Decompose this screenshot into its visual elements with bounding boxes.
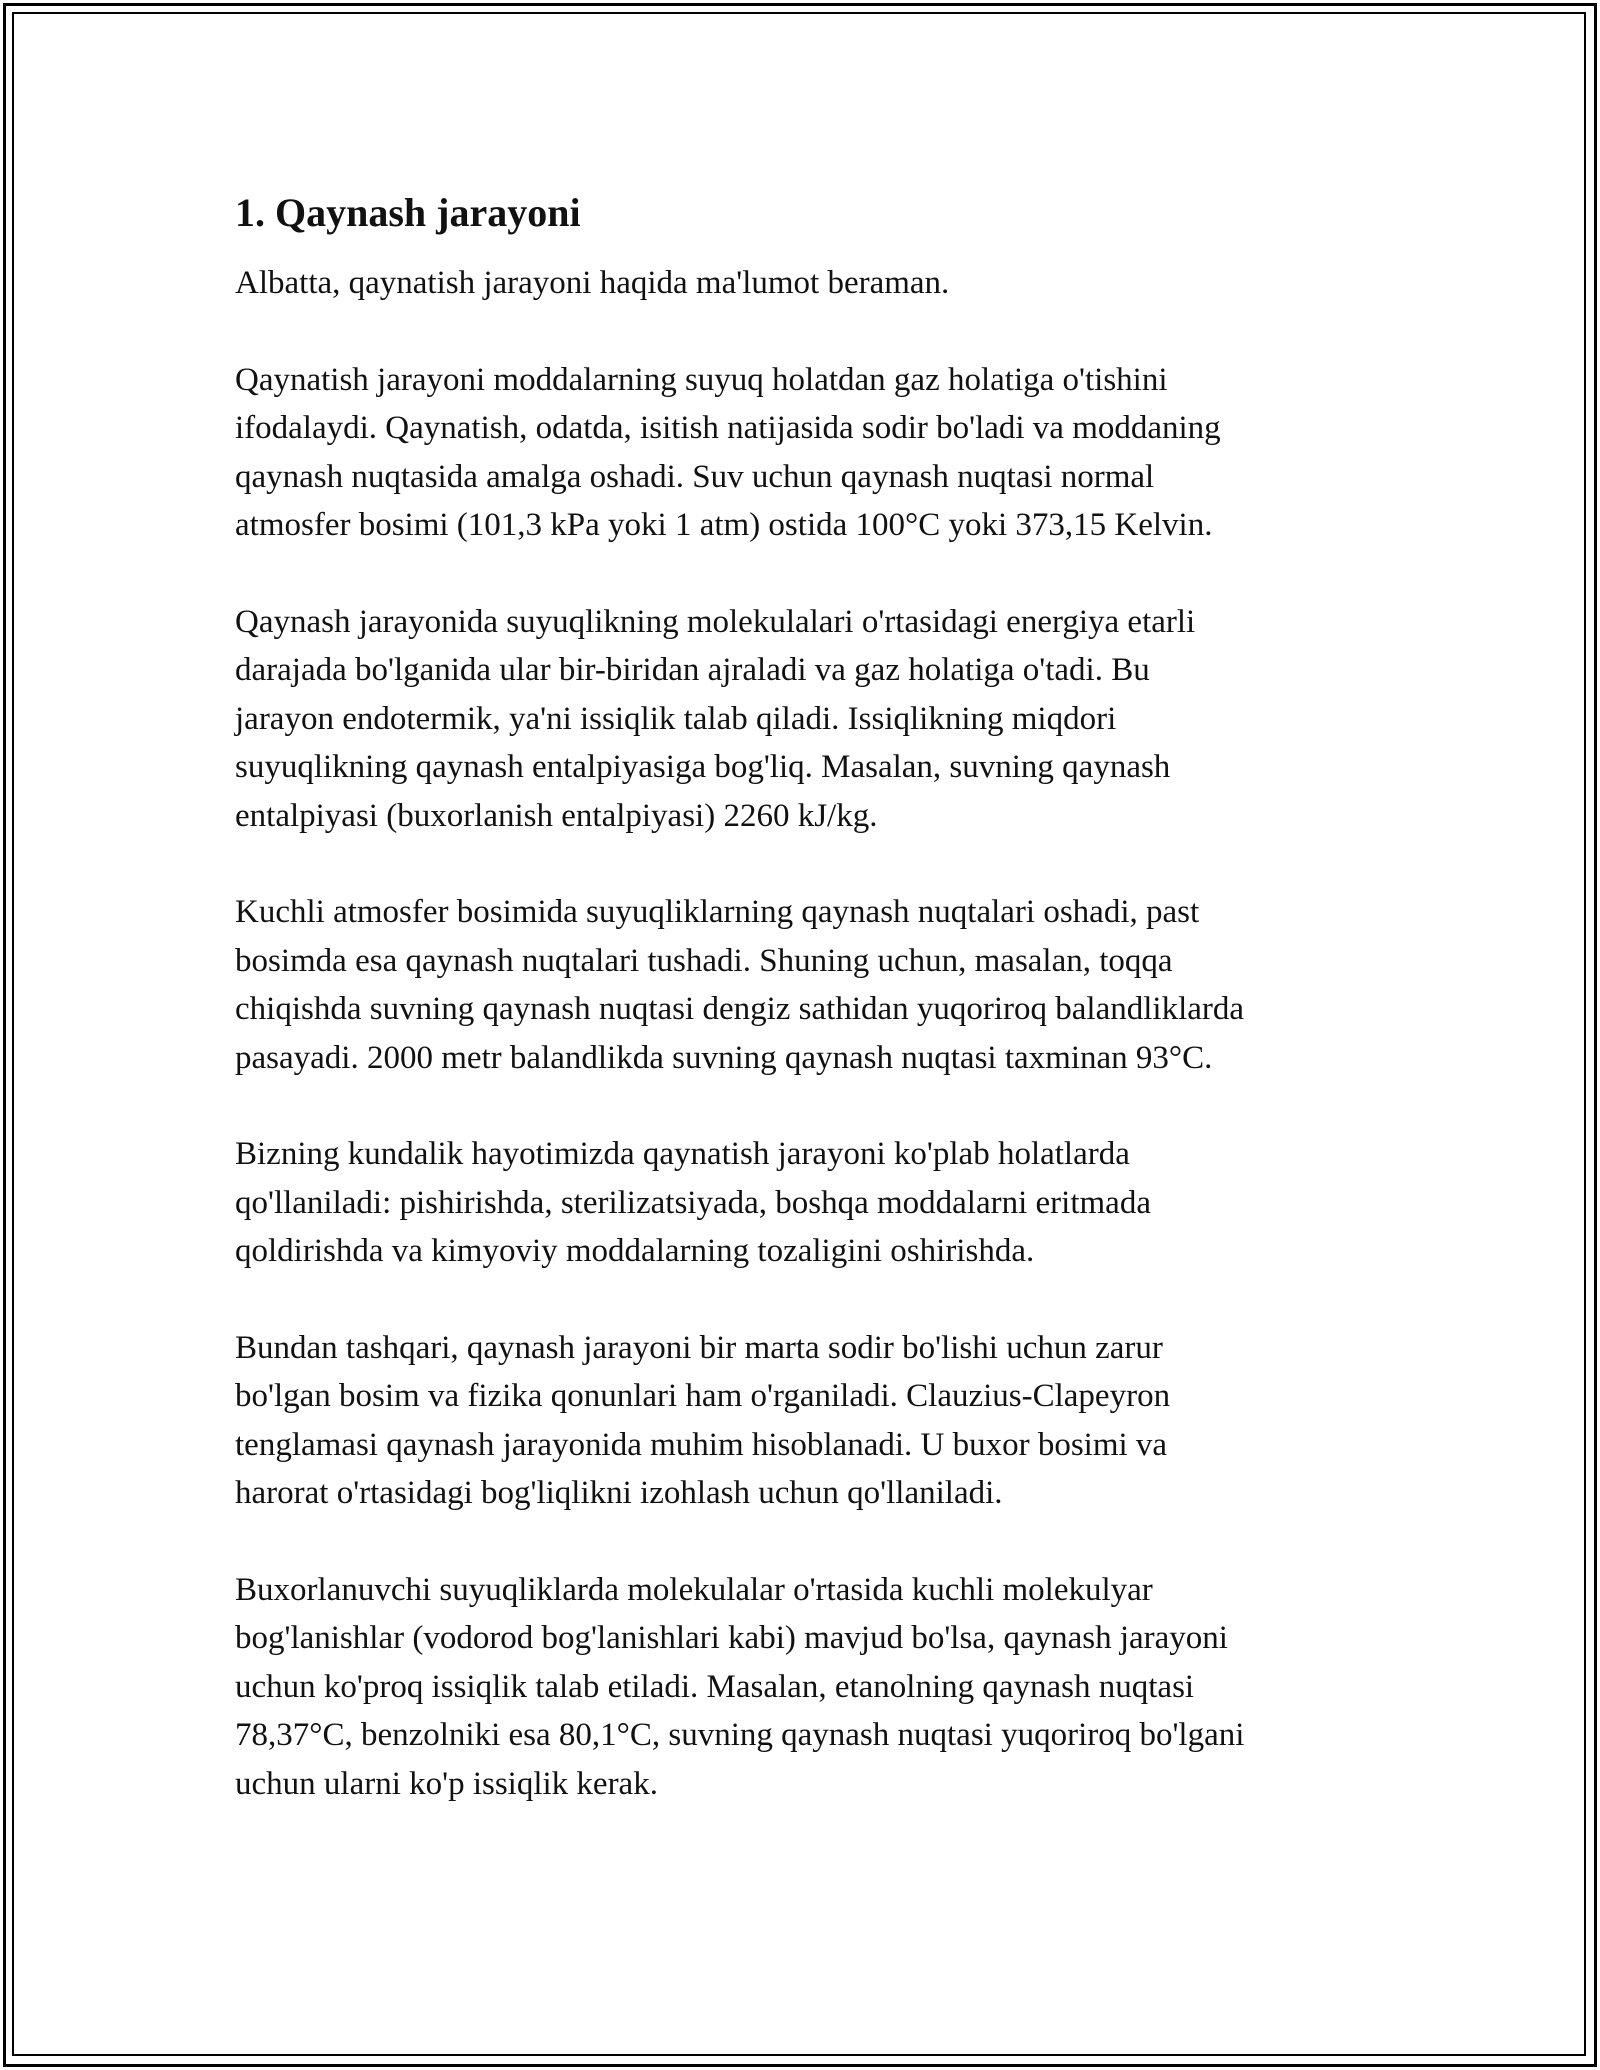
text-line: pasayadi. 2000 metr balandlikda suvning qaynash nuqtasi taxminan 93°C. <box>235 1039 1213 1076</box>
text-line: tenglamasi qaynash jarayonida muhim hisoblanadi. U buxor bosimi va <box>235 1426 1168 1463</box>
paragraph <box>235 1566 1375 1809</box>
text-line: Qaynatish jarayoni moddalarning suyuq holatdan gaz holatiga o'tishini <box>235 361 1168 398</box>
text-line: qoldirishda va kimyoviy moddalarning tozaligini oshirishda. <box>235 1233 1035 1269</box>
text-line: darajada bo'lganida ular bir-biridan ajraladi va gaz holatiga o'tadi. Bu <box>235 652 1150 688</box>
text-line: atmosfer bosimi (101,3 kPa yoki 1 atm) ostida 100°C yoki 373,15 Kelvin. <box>235 507 1213 543</box>
text-line: harorat o'rtasidagi bog'liqlikni izohlash uchun qo'llaniladi. <box>235 1475 1003 1511</box>
text-line: ifodalaydi. Qaynatish, odatda, isitish natijasida sodir bo'ladi va moddaning <box>235 410 1221 446</box>
text-line: Bundan tashqari, qaynash jarayoni bir marta sodir bo'lishi uchun zarur <box>235 1329 1163 1366</box>
paragraph <box>235 259 1375 308</box>
paragraph <box>235 888 1375 1082</box>
text-line: Kuchli atmosfer bosimida suyuqliklarning qaynash nuqtalari oshadi, past <box>235 894 1200 930</box>
text-line: suyuqlikning qaynash entalpiyasiga bog'liq. Masalan, suvning qaynash <box>235 749 1171 785</box>
text-line: jarayon endotermik, ya'ni issiqlik talab qiladi. Issiqlikning miqdori <box>235 700 1117 737</box>
text-line: Albatta, qaynatish jarayoni haqida ma'lumot beraman. <box>235 265 950 301</box>
text-line: bog'lanishlar (vodorod bog'lanishlari kabi) mavjud bo'lsa, qaynash jarayoni <box>235 1620 1228 1656</box>
text-line: bosimda esa qaynash nuqtalari tushadi. Shuning uchun, masalan, toqqa <box>235 942 1173 979</box>
text-line: entalpiyasi (buxorlanish entalpiyasi) 2260 kJ/kg. <box>235 797 878 834</box>
text-line: qaynash nuqtasida amalga oshadi. Suv uchun qaynash nuqtasi normal <box>235 458 1155 495</box>
text-line: Qaynash jarayonida suyuqlikning molekulalari o'rtasidagi energiya etarli <box>235 603 1196 640</box>
text-line: bo'lgan bosim va fizika qonunlari ham o'rganiladi. Clauzius-Clapeyron <box>235 1378 1171 1414</box>
text-line: chiqishda suvning qaynash nuqtasi dengiz sathidan yuqoriroq balandliklarda <box>235 991 1245 1027</box>
text-line: Bizning kundalik hayotimizda qaynatish jarayoni ko'plab holatlarda <box>235 1136 1130 1172</box>
paragraph <box>235 598 1375 841</box>
paragraph <box>235 1324 1375 1518</box>
paragraph <box>235 356 1375 550</box>
text-line: uchun ko'proq issiqlik talab etiladi. Masalan, etanolning qaynash nuqtasi <box>235 1668 1195 1705</box>
text-line: Buxorlanuvchi suyuqliklarda molekulalar o'rtasida kuchli molekulyar <box>235 1571 1153 1608</box>
text-line: uchun ularni ko'p issiqlik kerak. <box>235 1765 658 1802</box>
paragraph <box>235 1130 1375 1276</box>
text-line: 78,37°C, benzolniki esa 80,1°C, suvning qaynash nuqtasi yuqoriroq bo'lgani <box>235 1717 1245 1753</box>
text-line: qo'llaniladi: pishirishda, sterilizatsiyada, boshqa moddalarni eritmada <box>235 1184 1151 1221</box>
document-body <box>235 185 1375 1856</box>
section-heading: 1. Qaynash jarayoni <box>235 190 581 235</box>
paragraph-list <box>235 259 1375 1808</box>
